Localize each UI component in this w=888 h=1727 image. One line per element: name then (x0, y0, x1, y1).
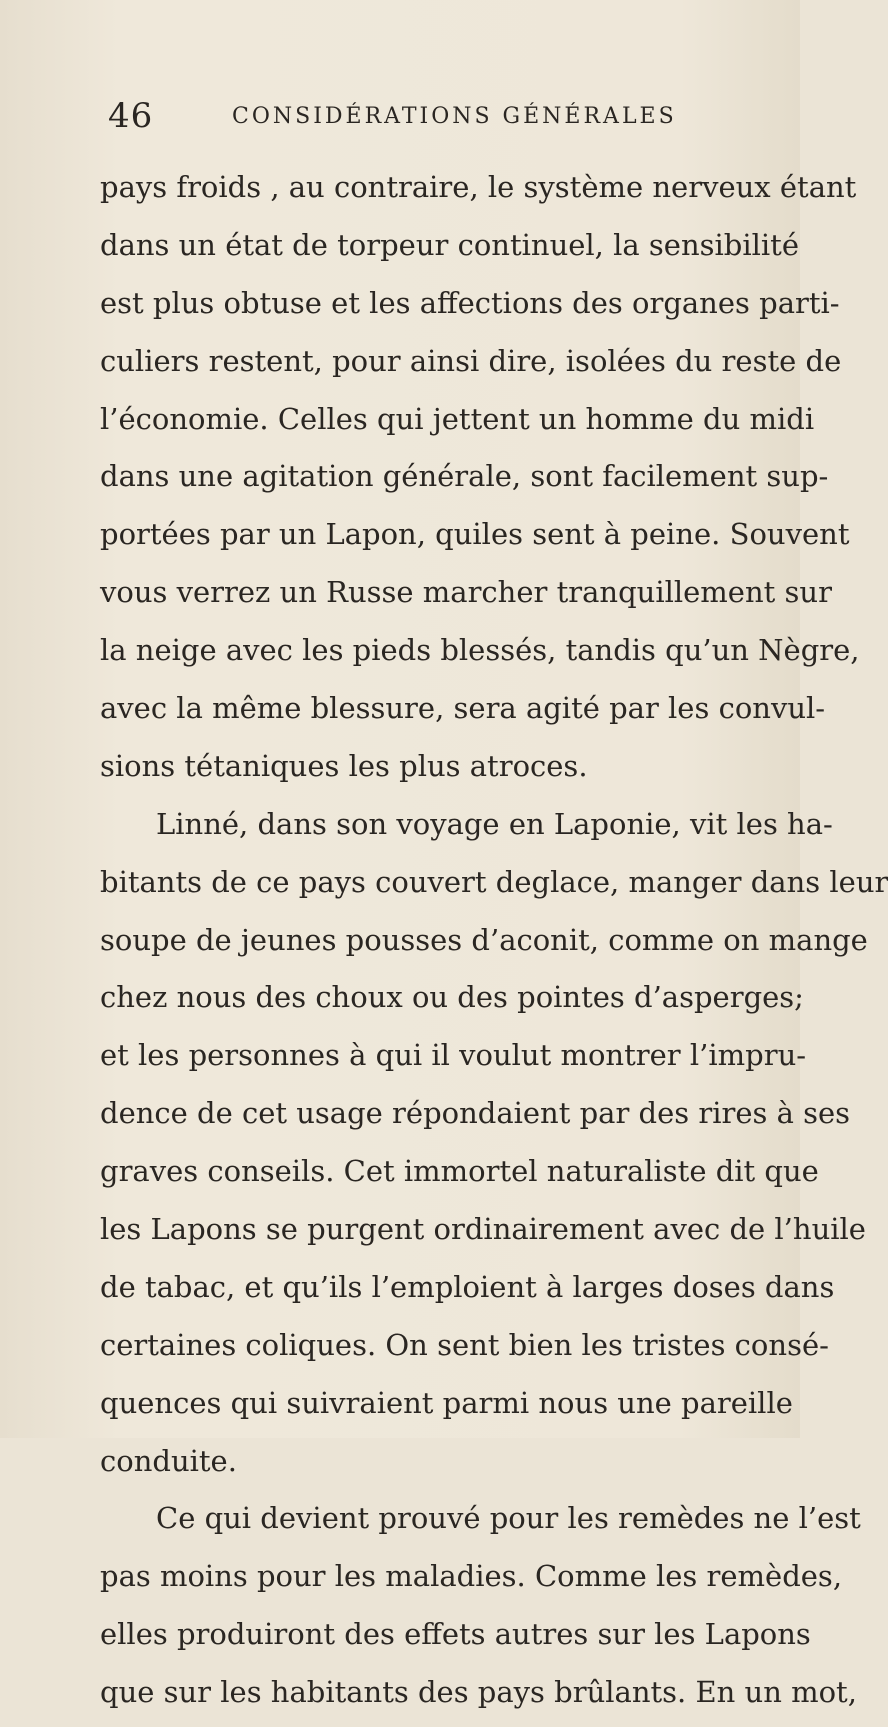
text-line: bitants de ce pays couvert deglace, manger dans leur (100, 864, 888, 899)
body-text (100, 164, 888, 1727)
page-header (108, 96, 748, 136)
page-number: 46 (108, 96, 154, 136)
text-line: quences qui suivraient parmi nous une pareille (100, 1385, 793, 1420)
text-line: certaines coliques. On sent bien les tristes consé- (100, 1327, 829, 1362)
text-line: et les personnes à qui il voulut montrer l’impru- (100, 1038, 807, 1073)
text-line: portées par un Lapon, quiles sent à peine. Souvent (100, 517, 850, 552)
text-line: pas moins pour les maladies. Comme les remèdes, (100, 1559, 843, 1594)
text-line: dans une agitation générale, sont facilement sup- (100, 459, 829, 494)
text-line: l’économie. Celles qui jettent un homme du midi (100, 401, 815, 436)
text-line: les Lapons se purgent ordinairement avec de l’huile (100, 1212, 866, 1247)
paragraph-end-line: sions tétaniques les plus atroces. (100, 748, 588, 783)
text-line: culiers restent, pour ainsi dire, isolées du reste de (100, 343, 842, 378)
text-line: est plus obtuse et les affections des organes parti- (100, 285, 840, 320)
text-line: pays froids , au contraire, le système nerveux étant (100, 170, 857, 204)
text-line: dans un état de torpeur continuel, la sensibilité (100, 227, 799, 262)
text-line: elles produiront des effets autres sur les Lapons (100, 1617, 811, 1652)
text-line: graves conseils. Cet immortel naturaliste dit que (100, 1154, 819, 1189)
text-line: soupe de jeunes pousses d’aconit, comme on mange (100, 922, 868, 957)
running-head: CONSIDÉRATIONS GÉNÉRALES (232, 104, 677, 129)
text-line: vous verrez un Russe marcher tranquillement sur (100, 575, 832, 610)
text-line: dence de cet usage répondaient par des rires à ses (100, 1096, 851, 1131)
text-line: chez nous des choux ou des pointes d’asperges; (100, 980, 804, 1015)
text-line: de tabac, et qu’ils l’emploient à larges doses dans (100, 1269, 835, 1304)
text-line: avec la même blessure, sera agité par les convul- (100, 691, 826, 726)
text-line: que sur les habitants des pays brûlants. En un mot, (100, 1675, 857, 1710)
paragraph-end-line: conduite. (100, 1443, 237, 1478)
paragraph-start-line: Linné, dans son voyage en Laponie, vit les ha- (156, 806, 833, 841)
text-line: la neige avec les pieds blessés, tandis qu’un Nègre, (100, 633, 860, 668)
paragraph-start-line: Ce qui devient prouvé pour les remèdes ne l’est (156, 1501, 861, 1536)
